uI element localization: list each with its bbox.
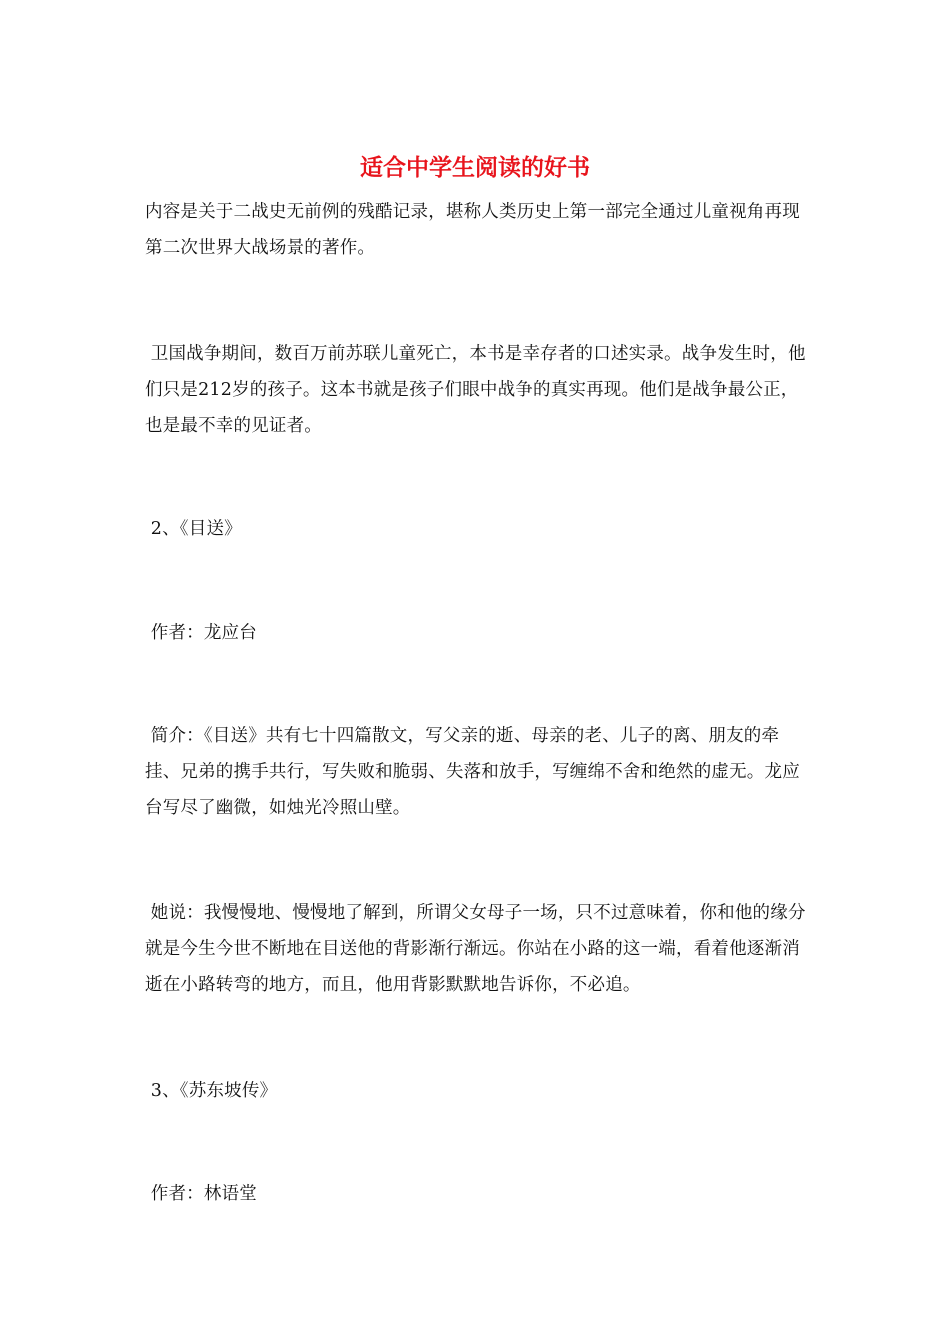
book-heading-su-dongpo: 3、《苏东坡传》 xyxy=(145,1081,278,1101)
paragraph-war-children: 卫国战争期间，数百万前苏联儿童死亡，本书是幸存者的口述实录。战争发生时，他们只是212岁的孩子。这本书就是孩子们眼中战争的真实再现。他们是战争最公正，也是最不幸的见证者。 xyxy=(145,344,806,436)
paragraph-intro: 内容是关于二战史无前例的残酷记录，堪称人类历史上第一部完全通过儿童视角再现第二次世界大战场景的著作。 xyxy=(145,202,800,258)
paragraph-mu-song-quote: 她说：我慢慢地、慢慢地了解到，所谓父女母子一场，只不过意味着，你和他的缘分就是今生今世不断地在目送他的背影渐行渐远。你站在小路的这一端，看着他逐渐消逝在小路转弯的地方，而且，他用背影默默地告诉你，不必追。 xyxy=(145,903,806,995)
author-lin-yutang: 作者：林语堂 xyxy=(145,1184,257,1204)
document-title: 适合中学生阅读的好书 xyxy=(360,154,590,181)
book-heading-mu-song: 2、《目送》 xyxy=(145,519,242,539)
author-long-yingtai: 作者：龙应台 xyxy=(145,623,257,643)
paragraph-mu-song-summary: 简介：《目送》共有七十四篇散文，写父亲的逝、母亲的老、儿子的离、朋友的牵挂、兄弟的携手共行，写失败和脆弱、失落和放手，写缠绵不舍和绝然的虚无。龙应台写尽了幽微，如烛光冷照山壁。 xyxy=(145,726,800,818)
